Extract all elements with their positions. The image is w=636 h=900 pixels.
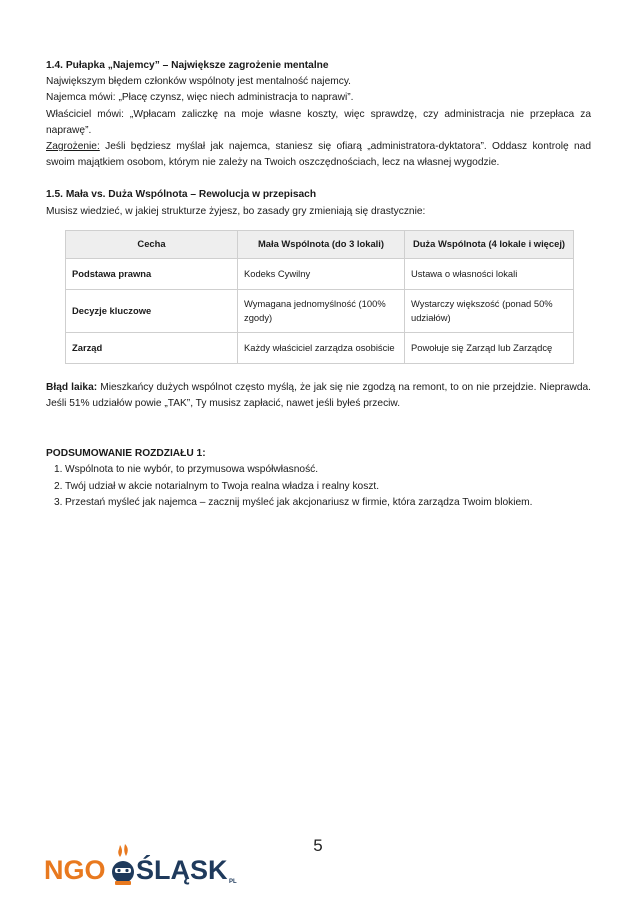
page-number: 5 (313, 836, 323, 855)
list-item-number: 2. (54, 480, 63, 492)
svg-text:NGO: NGO (44, 855, 106, 885)
table-row (66, 289, 574, 332)
comparison-table (65, 230, 574, 364)
paragraph-tenant-mentality: Największym błędem członków wspólnoty jest mentalność najemcy. (46, 76, 351, 88)
table-header-cell: Mała Wspólnota (do 3 lokali) (238, 230, 405, 258)
table-row (66, 258, 574, 289)
list-item-text: Twój udział w akcie notarialnym to Twoja realna władza i realny koszt. (65, 480, 380, 492)
paragraph-layman-error (46, 380, 591, 412)
table-cell: Wystarczy większość (ponad 50% udziałów) (405, 289, 574, 332)
section-heading-1-4: 1.4. Pułapka „Najemcy” – Największe zagrożenie mentalne (46, 60, 329, 71)
paragraph-danger (46, 139, 591, 171)
table-cell: Kodeks Cywilny (238, 258, 405, 289)
svg-text:PL: PL (229, 879, 237, 885)
danger-label: Zagrożenie: (46, 141, 100, 153)
list-item (46, 479, 591, 495)
paragraph-owner-says: Właściciel mówi: „Wpłacam zaliczkę na moje własne koszty, więc sprawdzę, czy administracja nie przepłaca za naprawę”. (46, 108, 591, 136)
summary-heading: PODSUMOWANIE ROZDZIAŁU 1: (46, 448, 206, 460)
section-heading-1-5: 1.5. Mała vs. Duża Wspólnota – Rewolucja w przepisach (46, 189, 317, 201)
paragraph-intro: Musisz wiedzieć, w jakiej strukturze żyjesz, bo zasady gry zmieniają się drastycznie: (46, 205, 426, 217)
table-header-cell: Cecha (66, 230, 238, 258)
table-cell: Ustawa o własności lokali (405, 258, 574, 289)
table-header-cell: Duża Wspólnota (4 lokale i więcej) (405, 230, 574, 258)
table-cell: Powołuje się Zarząd lub Zarządcę (405, 332, 574, 363)
list-item (46, 462, 591, 478)
table-cell: Zarząd (66, 332, 238, 363)
table-cell: Podstawa prawna (66, 258, 238, 289)
summary-list (46, 462, 591, 511)
svg-text:ŚLĄSK: ŚLĄSK (136, 855, 228, 885)
error-text: Mieszkańcy dużych wspólnot często myślą, że jak się nie zgodzą na remont, to on nie przejdzie. Nieprawda. Jeśli 51% udziałów powie „TAK”, Ty musisz zapłacić, nawet jeśli byłeś przeciw. (46, 381, 591, 410)
page-content (46, 58, 591, 511)
ngo-slask-logo (40, 841, 250, 889)
table-header-row (66, 230, 574, 258)
list-item-number: 1. (54, 464, 63, 476)
list-item-number: 3. (54, 496, 63, 508)
danger-text: Jeśli będziesz myślał jak najemca, staniesz się ofiarą „administratora-dyktatora”. Oddasz kontrolę nad swoim majątkiem osobom, którym nie zależy na Twoich oszczędnościach, lecz na własnej wygodzie. (46, 141, 591, 169)
list-item-text: Przestań myśleć jak najemca – zacznij myśleć jak akcjonariusz w firmie, która zarządza Twoim blokiem. (65, 496, 533, 508)
list-item-text: Wspólnota to nie wybór, to przymusowa współwłasność. (65, 464, 319, 476)
table-cell: Każdy właściciel zarządza osobiście (238, 332, 405, 363)
table-cell: Wymagana jednomyślność (100% zgody) (238, 289, 405, 332)
table-cell: Decyzje kluczowe (66, 289, 238, 332)
table-row (66, 332, 574, 363)
mascot-icon (112, 844, 134, 885)
paragraph-tenant-says: Najemca mówi: „Płacę czynsz, więc niech administracja to naprawi”. (46, 92, 354, 104)
error-label: Błąd laika: (46, 381, 98, 393)
list-item (46, 495, 591, 511)
